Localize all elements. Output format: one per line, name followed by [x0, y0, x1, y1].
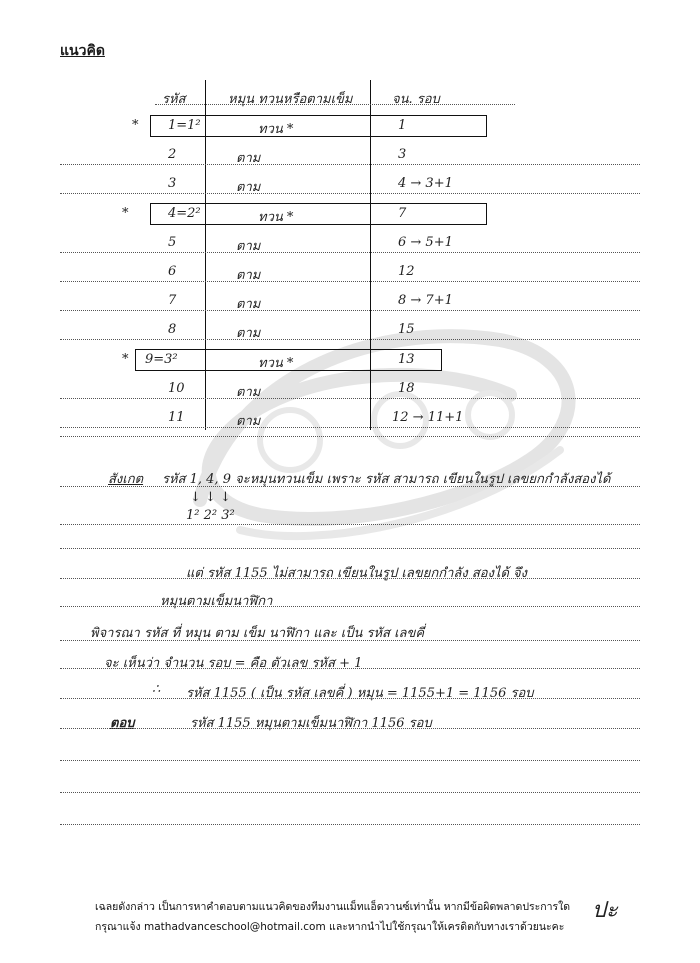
table-row-code: 1=1² [168, 118, 201, 133]
signature: ปะ [592, 898, 618, 923]
table-row-mark: * [122, 351, 129, 367]
table-row-direction: ทวน * [258, 122, 294, 137]
table-row-rounds: 8 → 7+1 [398, 293, 453, 309]
therefore-mark: ∴ [152, 682, 161, 697]
table-row-rounds: 15 [398, 322, 415, 338]
observe-squares: 1² 2² 3² [186, 508, 235, 523]
table-row-code: 4=2² [168, 205, 201, 221]
table-row-rounds: 3 [398, 147, 407, 163]
table-row-direction: ตาม [236, 151, 261, 167]
ruled-line [60, 606, 640, 607]
table-row-rounds: 13 [398, 351, 415, 367]
table-header-code: รหัส [162, 92, 186, 107]
table-row-underline [60, 310, 640, 311]
ruled-line [60, 578, 640, 579]
table-row-direction: ตาม [236, 384, 261, 400]
ruled-line [60, 728, 640, 729]
table-row-underline [60, 427, 640, 428]
table-row-rounds: 4 → 3+1 [398, 176, 453, 192]
see-text: จะ เห็นว่า จำนวน รอบ = คือ ตัวเลข รหัส + 1 [104, 656, 363, 671]
table-row-code: 9=3² [145, 351, 178, 367]
answer-text: รหัส 1155 หมุนตามเข็มนาฬิกา 1156 รอบ [190, 716, 432, 731]
footer-line-1: เฉลยดังกล่าว เป็นการหาคำตอบตามแนวคิดของทีมงานแม็ทแอ็ดวานซ์เท่านั้น หากมีข้อผิดพลาดประการใด [95, 901, 571, 913]
ruled-line [60, 760, 640, 761]
table-row-mark: * [132, 118, 139, 133]
observe-text: รหัส 1, 4, 9 จะหมุนทวนเข็ม เพราะ รหัส สามารถ เขียนในรูป เลขยกกำลังสองได้ [162, 472, 611, 487]
table-row-code: 8 [168, 322, 177, 338]
table-row-direction: ทวน * [258, 209, 294, 225]
table-row-direction: ตาม [236, 238, 261, 254]
table-row-underline [60, 398, 640, 399]
footer-line-2: กรุณาแจ้ง mathadvanceschool@hotmail.com และหากนำไปใช้กรุณาให้เครดิตกับทางเราด้วยนะคะ [95, 921, 565, 933]
table-row-rounds: 12 [398, 264, 415, 279]
table-row-underline [60, 193, 640, 194]
consider-text: พิจารณา รหัส ที่ หมุน ตาม เข็ม นาฬิกา และ เป็น รหัส เลขคี่ [90, 626, 425, 641]
table-row-direction: ทวน * [258, 355, 294, 371]
ruled-line [60, 668, 640, 669]
but-text: แต่ รหัส 1155 ไม่สามารถ เขียนในรูป เลขยกกำลัง สองได้ จึง [186, 566, 527, 581]
table-row-code: 3 [168, 176, 177, 192]
table-header-direction: หมุน ทวนหรือตามเข็ม [228, 92, 353, 107]
table-row-underline [60, 281, 640, 282]
table-row-rounds: 1 [398, 118, 407, 133]
ruled-line [60, 436, 640, 437]
table-row-underline [60, 164, 640, 165]
answer-label: ตอบ [110, 716, 135, 731]
table-row-rounds: 18 [398, 380, 415, 396]
table-row-rounds: 7 [398, 205, 407, 221]
table-row-code: 7 [168, 293, 177, 309]
table-row-underline [60, 339, 640, 340]
table-header-underline [155, 104, 515, 105]
table-row-direction: ตาม [236, 180, 261, 196]
table-row-code: 6 [168, 264, 177, 279]
observe-label: สังเกต [108, 472, 144, 487]
observe-arrows: ↓ ↓ ↓ [190, 490, 231, 505]
table-row-direction: ตาม [236, 268, 261, 283]
ruled-line [60, 524, 640, 525]
table-header-rounds: จน. รอบ [392, 92, 440, 107]
table-row-rounds: 6 → 5+1 [398, 234, 453, 250]
table-row-direction: ตาม [236, 297, 261, 313]
table-row-code: 2 [168, 147, 177, 163]
table-row-code: 5 [168, 234, 177, 250]
ruled-line [60, 824, 640, 825]
therefore-text: รหัส 1155 ( เป็น รหัส เลขคี่ ) หมุน = 1155+1 = 1156 รอบ [186, 686, 534, 701]
ruled-line [60, 792, 640, 793]
ruled-line [60, 640, 640, 641]
table-row-rounds: 12 → 11+1 [392, 410, 464, 425]
table-row-direction: ตาม [236, 414, 261, 429]
table-row-code: 10 [168, 380, 185, 396]
table-row-underline [60, 252, 640, 253]
ruled-line [60, 486, 640, 487]
ruled-line [60, 548, 640, 549]
table-row-code: 11 [168, 410, 185, 425]
ruled-line [60, 698, 640, 699]
page-heading: แนวคิด [60, 43, 105, 59]
but-text-continued: หมุนตามเข็มนาฬิกา [160, 594, 273, 609]
table-row-direction: ตาม [236, 326, 261, 342]
table-row-mark: * [122, 205, 129, 221]
